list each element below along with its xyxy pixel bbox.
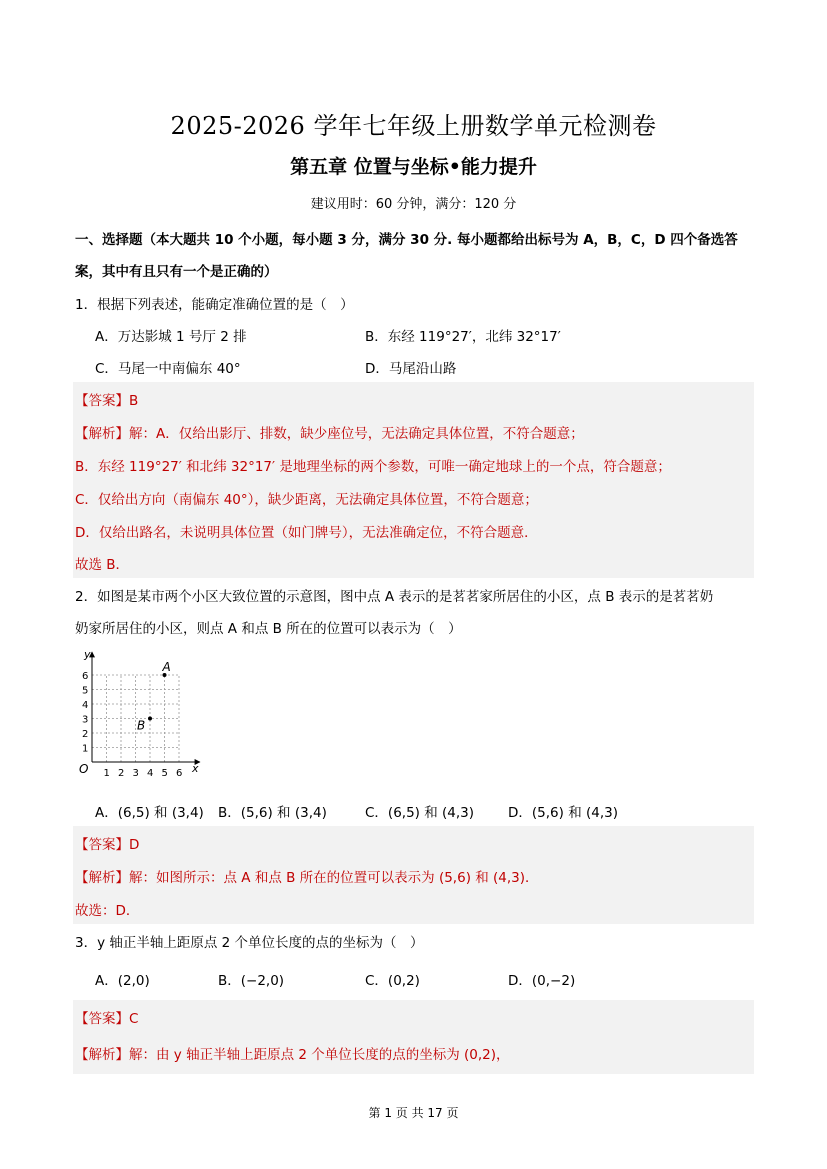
q2-option-b: B．(5,6) 和 (3,4) bbox=[218, 805, 327, 821]
page-footer: 第 1 页 共 17 页 bbox=[368, 1106, 459, 1120]
q1-option-c: C．马尾一中南偏东 40° bbox=[95, 361, 241, 377]
q2-analysis-line: 【解析】解：如图所示：点 A 和点 B 所在的位置可以表示为 (5,6) 和 (4,3)． bbox=[75, 870, 539, 886]
x-tick-label: 5 bbox=[161, 768, 168, 779]
y-axis-label: y bbox=[84, 648, 91, 661]
q3-option-a: A．(2,0) bbox=[95, 973, 150, 989]
q1-answer-box bbox=[73, 382, 754, 578]
x-axis-label: x bbox=[192, 762, 199, 775]
q2-answer: 【答案】D bbox=[75, 837, 140, 853]
q1-option-a: A．万达影城 1 号厅 2 排 bbox=[95, 329, 247, 345]
y-tick-label: 5 bbox=[82, 685, 89, 697]
y-tick-label: 6 bbox=[82, 671, 89, 682]
q3-option-c: C．(0,2) bbox=[365, 973, 420, 989]
q2-option-a: A．(6,5) 和 (3,4) bbox=[95, 805, 204, 821]
y-tick-label: 3 bbox=[82, 714, 89, 726]
chapter-subtitle: 第五章 位置与坐标•能力提升 bbox=[290, 156, 537, 178]
q2-option-d: D．(5,6) 和 (4,3) bbox=[508, 805, 618, 821]
point-b-label: B bbox=[137, 718, 146, 733]
q1-analysis-line: C．仅给出方向（南偏东 40°），缺少距离，无法确定具体位置，不符合题意； bbox=[75, 492, 538, 508]
q2-coordinate-figure bbox=[70, 648, 210, 788]
q3-analysis-line: 【解析】解：由 y 轴正半轴上距原点 2 个单位长度的点的坐标为 (0,2)， bbox=[75, 1047, 510, 1063]
point-a-label: A bbox=[162, 660, 171, 674]
q2-option-c: C．(6,5) 和 (4,3) bbox=[365, 805, 475, 821]
q2-stem-line2: 奶家所居住的小区，则点 A 和点 B 所在的位置可以表示为（ ） bbox=[75, 621, 462, 637]
q1-option-d: D．马尾沿山路 bbox=[365, 361, 457, 377]
x-tick-label: 4 bbox=[147, 768, 154, 779]
x-tick-label: 6 bbox=[176, 768, 183, 779]
x-tick-label: 3 bbox=[132, 768, 139, 779]
y-tick-label: 2 bbox=[82, 729, 89, 740]
q2-stem-line1: 2．如图是某市两个小区大致位置的示意图，图中点 A 表示的是茗茗家所居住的小区，点 B 表示的是茗茗奶 bbox=[75, 589, 714, 605]
q1-option-b: B．东经 119°27′，北纬 32°17′ bbox=[365, 329, 561, 345]
q3-option-d: D．(0,−2) bbox=[508, 973, 576, 989]
y-tick-label: 1 bbox=[82, 743, 89, 755]
q1-analysis-line: B．东经 119°27′ 和北纬 32°17′ 是地理坐标的两个参数，可唯一确定地球上的一个点，符合题意； bbox=[75, 459, 671, 475]
x-tick-label: 2 bbox=[118, 768, 125, 779]
q1-analysis-line: 故选 B． bbox=[75, 557, 130, 573]
page-title: 2025-2026 学年七年级上册数学单元检测卷 bbox=[170, 112, 657, 140]
q1-answer: 【答案】B bbox=[75, 393, 139, 409]
q1-analysis-line: 【解析】解：A．仅给出影厅、排数，缺少座位号，无法确定具体位置，不符合题意； bbox=[75, 426, 584, 442]
q3-stem: 3．y 轴正半轴上距原点 2 个单位长度的点的坐标为（ ） bbox=[75, 935, 424, 951]
point-b bbox=[148, 717, 152, 721]
y-tick-label: 4 bbox=[82, 700, 89, 711]
section-heading-line1: 一、选择题（本大题共 10 个小题，每小题 3 分，满分 30 分. 每小题都给出标号为 A，B，C，D 四个备选答 bbox=[75, 232, 738, 248]
q3-answer: 【答案】C bbox=[75, 1011, 139, 1027]
q1-stem: 1．根据下列表述，能确定准确位置的是（ ） bbox=[75, 297, 354, 313]
q3-option-b: B．(−2,0) bbox=[218, 973, 285, 989]
timing-info: 建议用时：60 分钟，满分：120 分 bbox=[310, 197, 517, 212]
origin-label: O bbox=[79, 762, 89, 776]
q2-analysis-line: 故选：D． bbox=[75, 903, 140, 919]
section-heading-line2: 案，其中有且只有一个是正确的） bbox=[75, 264, 278, 280]
q1-analysis-line: D．仅给出路名，未说明具体位置（如门牌号），无法准确定位，不符合题意． bbox=[75, 525, 538, 541]
x-tick-label: 1 bbox=[103, 768, 110, 779]
